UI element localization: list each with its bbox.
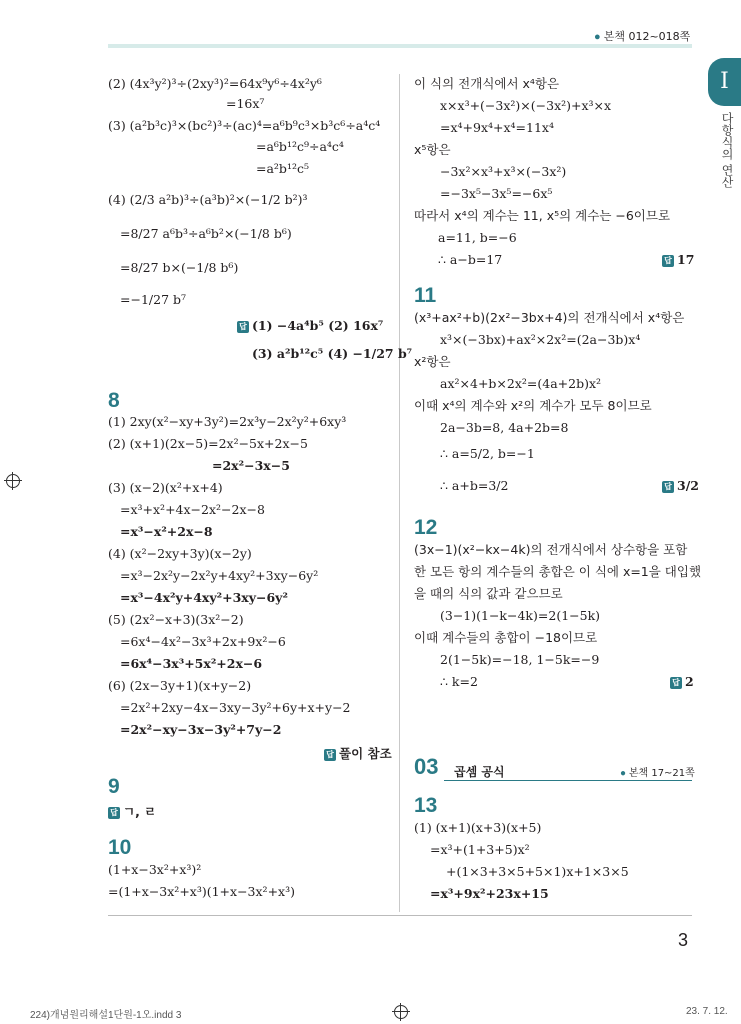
p7-line-2: =16x⁷ [226, 96, 265, 111]
p10-cont-6: =−3x⁵−3x⁵=−6x⁵ [440, 186, 553, 201]
p7-line-3: (3) (a²b³c)³×(bc²)³÷(ac)⁴=a⁶b⁹c³×b³c⁶÷a⁴c⁴ [108, 118, 381, 133]
problem-11-number: 11 [414, 284, 437, 307]
section-rule [444, 780, 692, 781]
answer-icon: 답 [324, 749, 336, 761]
registration-mark-icon [6, 474, 20, 488]
p11-line-4: ax²×4+b×2x²=(4a+2b)x² [440, 376, 602, 391]
p8-line-11: =6x⁴−4x²−3x³+2x+9x²−6 [120, 634, 286, 649]
p13-line-1: (1) (x+1)(x+3)(x+5) [414, 820, 542, 835]
problem-9-number: 9 [108, 775, 120, 798]
p7-line-6: (4) (2/3 a²b)³÷(a³b)²×(−1/2 b²)³ [108, 192, 308, 207]
p7-answer-a: 답 (1) −4a⁴b⁵ (2) 16x⁷ [237, 318, 383, 333]
p10-cont-1: 이 식의 전개식에서 x⁴항은 [414, 76, 560, 91]
p7-line-7: =8/27 a⁶b³÷a⁶b²×(−1/8 b⁶) [120, 226, 292, 241]
p8-line-9: =x³−4x²y+4xy²+3xy−6y² [120, 590, 288, 605]
p7-line-5: =a²b¹²c⁵ [256, 161, 309, 176]
p8-line-15: =2x²−xy−3x−3y²+7y−2 [120, 722, 282, 737]
p12-line-5: 이때 계수들의 총합이 −18이므로 [414, 630, 598, 645]
page-number: 3 [678, 930, 689, 950]
p8-line-1: (1) 2xy(x²−xy+3y²)=2x³y−2x²y²+6xy³ [108, 414, 347, 429]
p12-line-1: (3x−1)(x²−kx−4k)의 전개식에서 상수항을 포함 [414, 542, 688, 557]
chapter-tab: I [708, 58, 741, 106]
p7-answer-b: (3) a²b¹²c⁵ (4) −1/27 b⁷ [252, 346, 413, 361]
problem-13-number: 13 [414, 794, 438, 817]
p10-cont-3: =x⁴+9x⁴+x⁴=11x⁴ [440, 120, 554, 135]
problem-10-number: 10 [108, 836, 132, 859]
p11-line-8: ∴ a+b=3/2 [440, 478, 509, 493]
p10-cont-4: x⁵항은 [414, 142, 451, 157]
p7-line-4: =a⁶b¹²c⁹÷a⁴c⁴ [256, 139, 344, 154]
p8-line-12: =6x⁴−3x³+5x²+2x−6 [120, 656, 263, 671]
p7-line-8: =8/27 b×(−1/8 b⁶) [120, 260, 239, 275]
p10-cont-8: a=11, b=−6 [438, 230, 517, 245]
p8-line-2: (2) (x+1)(2x−5)=2x²−5x+2x−5 [108, 436, 308, 451]
p11-line-1: (x³+ax²+b)(2x²−3bx+4)의 전개식에서 x⁴항은 [414, 310, 685, 325]
p7-line-1: (2) (4x³y²)³÷(2xy³)²=64x⁹y⁶÷4x²y⁶ [108, 76, 322, 91]
column-divider [399, 74, 400, 912]
p12-line-2: 한 모든 항의 계수들의 총합은 이 식에 x=1을 대입했 [414, 564, 702, 579]
p8-line-10: (5) (2x²−x+3)(3x²−2) [108, 612, 244, 627]
p10-line-1: (1+x−3x²+x³)² [108, 862, 202, 877]
p13-line-2: =x³+(1+3+5)x² [430, 842, 530, 857]
p11-line-2: x³×(−3bx)+ax²×2x²=(2a−3b)x⁴ [440, 332, 641, 347]
p10-cont-2: x×x³+(−3x²)×(−3x²)+x³×x [440, 98, 612, 113]
chapter-title: 다항식의 연산 [720, 112, 734, 188]
p10-cont-5: −3x²×x³+x³×(−3x²) [440, 164, 567, 179]
p7-line-9: =−1/27 b⁷ [120, 292, 187, 307]
bottom-rule [108, 915, 692, 916]
p8-line-14: =2x²+2xy−4x−3xy−3y²+6y+x+y−2 [120, 700, 351, 715]
footer-file: 224)개념원리해설1단원-1오.indd 3 [30, 1010, 182, 1021]
p12-answer: 답 2 [670, 674, 694, 689]
registration-mark-icon [394, 1005, 408, 1019]
answer-icon: 답 [662, 481, 674, 493]
p11-line-3: x²항은 [414, 354, 451, 369]
p12-line-4: (3−1)(1−k−4k)=2(1−5k) [440, 608, 601, 623]
p13-line-4: =x³+9x²+23x+15 [430, 886, 549, 901]
p12-line-6: 2(1−5k)=−18, 1−5k=−9 [440, 652, 600, 667]
answer-icon: 답 [670, 677, 682, 689]
answer-icon: 답 [237, 321, 249, 333]
p12-line-7: ∴ k=2 [440, 674, 478, 689]
p10-cont-7: 따라서 x⁴의 계수는 11, x⁵의 계수는 −6이므로 [414, 208, 671, 223]
section-number: 03 [414, 754, 439, 779]
p8-line-8: =x³−2x²y−2x²y+4xy²+3xy−6y² [120, 568, 319, 583]
p13-line-3: +(1×3+3×5+5×1)x+1×3×5 [446, 864, 629, 879]
p11-line-5: 이때 x⁴의 계수와 x²의 계수가 모두 8이므로 [414, 398, 652, 413]
section-ref: ● 본책 17~21쪽 [620, 768, 695, 779]
p11-line-7: ∴ a=5/2, b=−1 [440, 446, 535, 461]
p12-line-3: 을 때의 식의 값과 같으므로 [414, 586, 563, 601]
p10-answer: 답 17 [662, 252, 694, 267]
p8-line-6: =x³−x²+2x−8 [120, 524, 213, 539]
p10-line-2: =(1+x−3x²+x³)(1+x−3x²+x³) [108, 884, 295, 899]
section-header [414, 754, 695, 780]
p8-line-7: (4) (x²−2xy+3y)(x−2y) [108, 546, 252, 561]
p11-answer: 답 3/2 [662, 478, 699, 493]
problem-8-number: 8 [108, 389, 120, 412]
p8-line-5: =x³+x²+4x−2x²−2x−8 [120, 502, 265, 517]
header-bar [108, 44, 692, 48]
p8-answer: 답 풀이 참조 [324, 744, 392, 762]
p9-answer: 답 ㄱ, ㄹ [108, 802, 156, 820]
answer-icon: 답 [108, 807, 120, 819]
problem-12-number: 12 [414, 516, 438, 539]
p8-line-3: =2x²−3x−5 [212, 458, 290, 473]
p8-line-4: (3) (x−2)(x²+x+4) [108, 480, 223, 495]
p8-line-13: (6) (2x−3y+1)(x+y−2) [108, 678, 252, 693]
footer-date: 23. 7. 12. [686, 1006, 728, 1017]
section-title: 곱셈 공식 [454, 765, 505, 779]
header-ref: ● 본책 012~018쪽 [594, 30, 691, 43]
p10-cont-9: ∴ a−b=17 [438, 252, 503, 267]
p11-line-6: 2a−3b=8, 4a+2b=8 [440, 420, 569, 435]
answer-icon: 답 [662, 255, 674, 267]
